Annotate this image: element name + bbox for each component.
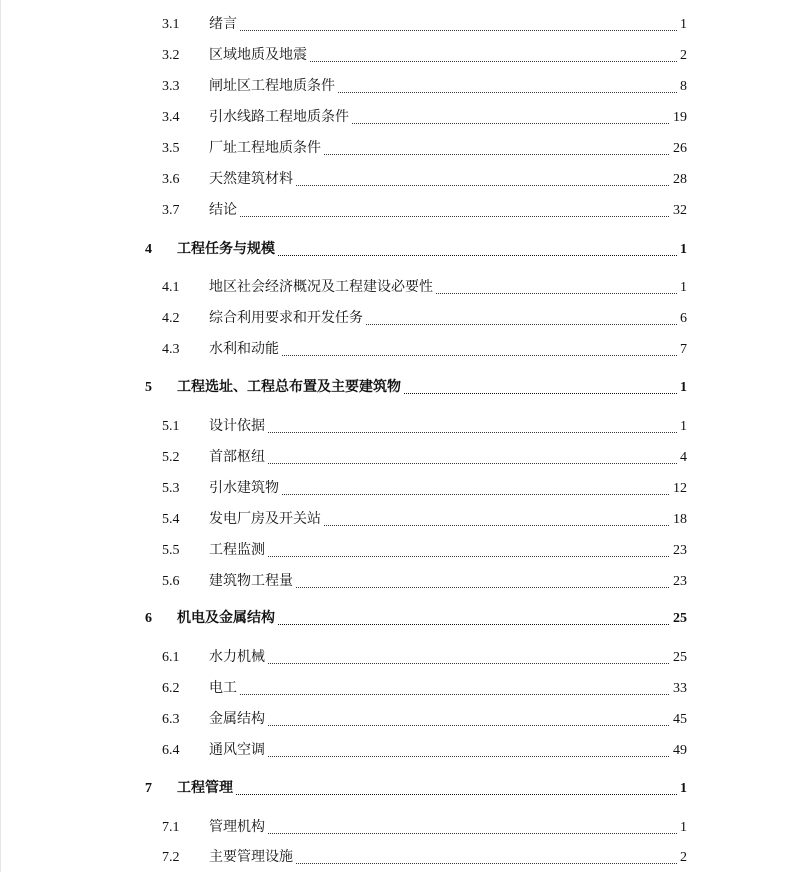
toc-section-entry[interactable] (1, 509, 796, 531)
toc-entry-page-number: 28 (670, 171, 687, 189)
toc-entry-page-number: 25 (670, 610, 687, 628)
toc-section-entry[interactable] (1, 847, 796, 869)
toc-entry-title: 管理机构 (209, 820, 265, 835)
toc-entry-title: 设计依据 (209, 419, 265, 434)
toc-entry-page-number: 8 (677, 78, 687, 96)
toc-section-entry[interactable] (1, 678, 796, 700)
toc-entry-page-number: 2 (677, 47, 687, 65)
toc-entry-number: 5.4 (162, 512, 180, 527)
toc-entry-title: 天然建筑材料 (209, 172, 293, 187)
toc-entry-page-number: 49 (670, 742, 687, 760)
toc-entry-title: 综合利用要求和开发任务 (209, 311, 363, 326)
toc-entry-number: 3.5 (162, 141, 180, 156)
toc-entry-title: 发电厂房及开关站 (209, 512, 321, 527)
toc-entry-title: 主要管理设施 (209, 850, 293, 865)
toc-section-entry[interactable] (1, 308, 796, 330)
toc-entry-page-number: 19 (670, 109, 687, 127)
toc-entry-number: 4.1 (162, 280, 180, 295)
toc-entry-number: 5.1 (162, 419, 180, 434)
toc-chapter-entry[interactable] (1, 239, 796, 261)
toc-entry-title: 地区社会经济概况及工程建设必要性 (209, 280, 433, 295)
toc-entry-title: 电工 (209, 681, 237, 696)
toc-entry-page-number: 1 (677, 279, 687, 297)
toc-section-entry[interactable] (1, 76, 796, 98)
dot-leader (209, 30, 687, 31)
toc-entry-number: 4.3 (162, 342, 180, 357)
toc-entry-number: 5 (145, 380, 152, 395)
toc-entry-number: 7.1 (162, 820, 180, 835)
toc-entry-title: 首部枢纽 (209, 450, 265, 465)
toc-entry-page-number: 1 (677, 418, 687, 436)
toc-entry-page-number: 7 (677, 341, 687, 359)
toc-entry-page-number: 32 (670, 202, 687, 220)
toc-entry-page-number: 1 (677, 241, 687, 259)
toc-section-entry[interactable] (1, 416, 796, 438)
toc-entry-number: 5.5 (162, 543, 180, 558)
toc-entry-number: 5.3 (162, 481, 180, 496)
toc-entry-number: 3.3 (162, 79, 180, 94)
toc-section-entry[interactable] (1, 740, 796, 762)
toc-section-entry[interactable] (1, 107, 796, 129)
toc-entry-page-number: 45 (670, 711, 687, 729)
toc-entry-title: 工程管理 (177, 781, 233, 796)
toc-entry-title: 机电及金属结构 (177, 611, 275, 626)
toc-entry-number: 4 (145, 242, 152, 257)
toc-entry-number: 3.1 (162, 17, 180, 32)
toc-entry-title: 绪言 (209, 17, 237, 32)
toc-section-entry[interactable] (1, 647, 796, 669)
toc-entry-title: 厂址工程地质条件 (209, 141, 321, 156)
toc-entry-number: 6.4 (162, 743, 180, 758)
dot-leader (209, 725, 687, 726)
dot-leader (177, 794, 687, 795)
dot-leader (209, 694, 687, 695)
toc-section-entry[interactable] (1, 138, 796, 160)
toc-entry-number: 6.2 (162, 681, 180, 696)
dot-leader (209, 833, 687, 834)
toc-section-entry[interactable] (1, 817, 796, 839)
toc-entry-title: 闸址区工程地质条件 (209, 79, 335, 94)
toc-entry-title: 建筑物工程量 (209, 574, 293, 589)
toc-section-entry[interactable] (1, 709, 796, 731)
toc-entry-title: 通风空调 (209, 743, 265, 758)
toc-section-entry[interactable] (1, 277, 796, 299)
toc-entry-title: 金属结构 (209, 712, 265, 727)
toc-chapter-entry[interactable] (1, 778, 796, 800)
toc-entry-title: 区域地质及地震 (209, 48, 307, 63)
toc-entry-page-number: 23 (670, 542, 687, 560)
toc-entry-number: 6.1 (162, 650, 180, 665)
toc-entry-number: 3.7 (162, 203, 180, 218)
toc-entry-number: 5.6 (162, 574, 180, 589)
toc-section-entry[interactable] (1, 447, 796, 469)
dot-leader (209, 432, 687, 433)
dot-leader (209, 463, 687, 464)
toc-entry-title: 引水建筑物 (209, 481, 279, 496)
toc-entry-title: 水力机械 (209, 650, 265, 665)
toc-entry-title: 引水线路工程地质条件 (209, 110, 349, 125)
toc-section-entry[interactable] (1, 14, 796, 36)
toc-entry-page-number: 12 (670, 480, 687, 498)
toc-entry-title: 工程监测 (209, 543, 265, 558)
toc-entry-page-number: 1 (677, 819, 687, 837)
toc-entry-page-number: 1 (677, 780, 687, 798)
toc-chapter-entry[interactable] (1, 608, 796, 630)
toc-section-entry[interactable] (1, 540, 796, 562)
toc-chapter-entry[interactable] (1, 377, 796, 399)
toc-section-entry[interactable] (1, 571, 796, 593)
toc-entry-page-number: 33 (670, 680, 687, 698)
toc-entry-page-number: 25 (670, 649, 687, 667)
toc-entry-title: 工程任务与规模 (177, 242, 275, 257)
toc-entry-title: 工程选址、工程总布置及主要建筑物 (177, 380, 401, 395)
toc-entry-number: 3.2 (162, 48, 180, 63)
toc-entry-page-number: 26 (670, 140, 687, 158)
toc-entry-number: 5.2 (162, 450, 180, 465)
toc-entry-number: 6.3 (162, 712, 180, 727)
toc-section-entry[interactable] (1, 169, 796, 191)
toc-entry-number: 7 (145, 781, 152, 796)
toc-entry-number: 7.2 (162, 850, 180, 865)
toc-entry-number: 6 (145, 611, 152, 626)
toc-entry-page-number: 1 (677, 16, 687, 34)
toc-entry-page-number: 23 (670, 573, 687, 591)
toc-entry-page-number: 4 (677, 449, 687, 467)
toc-section-entry[interactable] (1, 478, 796, 500)
toc-entry-page-number: 18 (670, 511, 687, 529)
toc-entry-title: 结论 (209, 203, 237, 218)
toc-entry-number: 3.6 (162, 172, 180, 187)
toc-section-entry[interactable] (1, 45, 796, 67)
toc-entry-page-number: 1 (677, 379, 687, 397)
toc-section-entry[interactable] (1, 200, 796, 222)
toc-entry-number: 4.2 (162, 311, 180, 326)
toc-entry-number: 3.4 (162, 110, 180, 125)
dot-leader (209, 663, 687, 664)
toc-section-entry[interactable] (1, 339, 796, 361)
dot-leader (209, 216, 687, 217)
toc-entry-page-number: 6 (677, 310, 687, 328)
toc-entry-title: 水利和动能 (209, 342, 279, 357)
toc-entry-page-number: 2 (677, 849, 687, 867)
dot-leader (209, 756, 687, 757)
dot-leader (209, 556, 687, 557)
